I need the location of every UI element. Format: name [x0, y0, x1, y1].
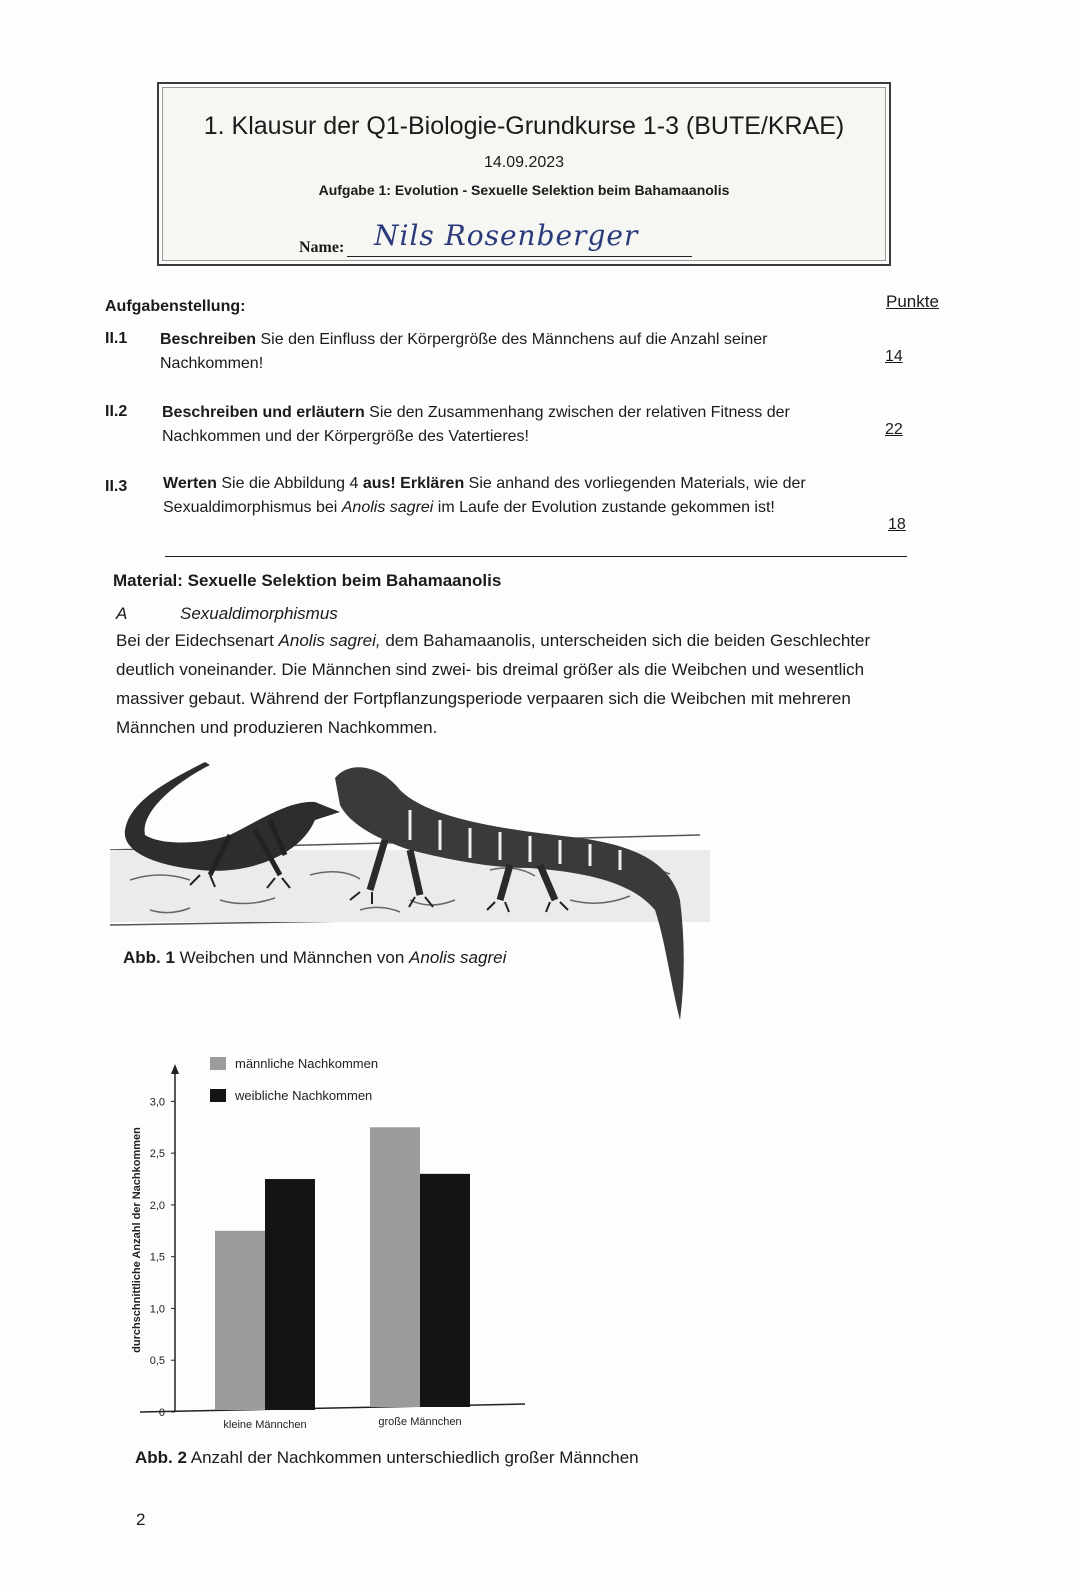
task-number: II.3	[105, 478, 128, 495]
task-number: II.2	[105, 403, 128, 420]
legend	[210, 1056, 378, 1103]
figure-label: Abb. 1	[123, 948, 175, 967]
x-tick-label: große Männchen	[378, 1416, 462, 1428]
y-tick-label: 1,0	[149, 1303, 165, 1316]
paragraph-line-4: Männchen und produzieren Nachkommen.	[116, 718, 438, 737]
tasks-heading: Aufgabenstellung:	[105, 298, 246, 315]
task-number: II.1	[105, 330, 128, 347]
section-letter: A	[116, 604, 128, 623]
exam-date: 14.09.2023	[483, 154, 565, 171]
y-ticks	[150, 1096, 175, 1419]
offspring-bar-chart	[120, 1040, 540, 1440]
task-line-1: Beschreiben und erläutern Sie den Zusammenhang zwischen der relativen Fitness der	[162, 404, 790, 421]
legend-swatch	[210, 1057, 226, 1070]
y-tick-label: 2,0	[149, 1199, 165, 1212]
exam-title: 1. Klausur der Q1-Biologie-Grundkurse 1-3 (BUTE/KRAE)	[203, 112, 845, 140]
legend-label: weibliche Nachkommen	[235, 1088, 373, 1103]
paragraph-line-1: Bei der Eidechsenart Anolis sagrei, dem Bahamaanolis, unterscheiden sich die beiden Geschlechter	[116, 631, 871, 650]
figure-label: Abb. 2	[135, 1448, 187, 1467]
task-line-2: Nachkommen und der Körpergröße des Vatertieres!	[162, 428, 529, 445]
bar	[265, 1179, 315, 1410]
task-line-1: Werten Sie die Abbildung 4 aus! Erklären Sie anhand des vorliegenden Materials, wie der	[163, 475, 806, 492]
task-line-2: Sexualdimorphismus bei Anolis sagrei im Laufe der Evolution zustande gekommen ist!	[163, 499, 775, 516]
task-line-1: Beschreiben Sie den Einfluss der Körpergröße des Männchens auf die Anzahl seiner	[160, 331, 768, 348]
section-divider	[165, 556, 907, 557]
figure-2-caption: Abb. 2 Anzahl der Nachkommen unterschiedlich großer Männchen	[135, 1448, 639, 1467]
y-axis-arrow	[171, 1064, 179, 1074]
x-tick-label: kleine Männchen	[223, 1419, 307, 1431]
paragraph-line-2: deutlich voneinander. Die Männchen sind zwei- bis dreimal größer als die Weibchen und wesentlich	[116, 660, 865, 679]
bar	[420, 1174, 470, 1407]
name-line	[347, 256, 692, 257]
material-paragraph	[116, 626, 966, 742]
y-axis-label: durchschnittliche Anzahl der Nachkommen	[131, 1127, 143, 1353]
bar	[370, 1127, 420, 1407]
bar	[215, 1231, 265, 1410]
handwritten-name: Nils Rosenberger	[374, 219, 639, 252]
legend-label: männliche Nachkommen	[235, 1056, 379, 1071]
y-tick-label: 0,5	[149, 1355, 165, 1368]
y-tick-label: 3,0	[149, 1096, 165, 1109]
y-tick-label: 1,5	[149, 1251, 165, 1264]
y-tick-label: 0	[158, 1407, 165, 1419]
points-heading: Punkte	[886, 292, 939, 311]
task-line-2: Nachkommen!	[160, 355, 264, 372]
task-points: 22	[885, 421, 903, 438]
paragraph-line-3: massiver gebaut. Während der Fortpflanzungsperiode verpaaren sich die Weibchen mit mehreren	[116, 689, 851, 708]
figure-1-caption: Abb. 1 Weibchen und Männchen von Anolis sagrei	[123, 948, 507, 967]
x-tick-labels	[223, 1416, 461, 1431]
name-label: Name:	[299, 239, 345, 256]
bars	[215, 1127, 470, 1410]
task-verb: Beschreiben	[160, 331, 257, 348]
task-verb: Beschreiben und erläutern	[162, 404, 365, 421]
task-points: 14	[885, 348, 903, 365]
y-tick-label: 2,5	[149, 1148, 165, 1161]
task-subtitle: Aufgabe 1: Evolution - Sexuelle Selektion beim Bahamaanolis	[318, 182, 730, 198]
section-title: Sexualdimorphismus	[180, 604, 338, 623]
lizard-illustration	[110, 750, 730, 1030]
task-points: 18	[888, 516, 906, 533]
material-heading: Material: Sexuelle Selektion beim Bahamaanolis	[113, 571, 502, 590]
legend-swatch	[210, 1089, 226, 1102]
task-verb: Werten	[163, 475, 217, 492]
page-number: 2	[136, 1510, 146, 1529]
exam-header-box	[157, 82, 891, 266]
